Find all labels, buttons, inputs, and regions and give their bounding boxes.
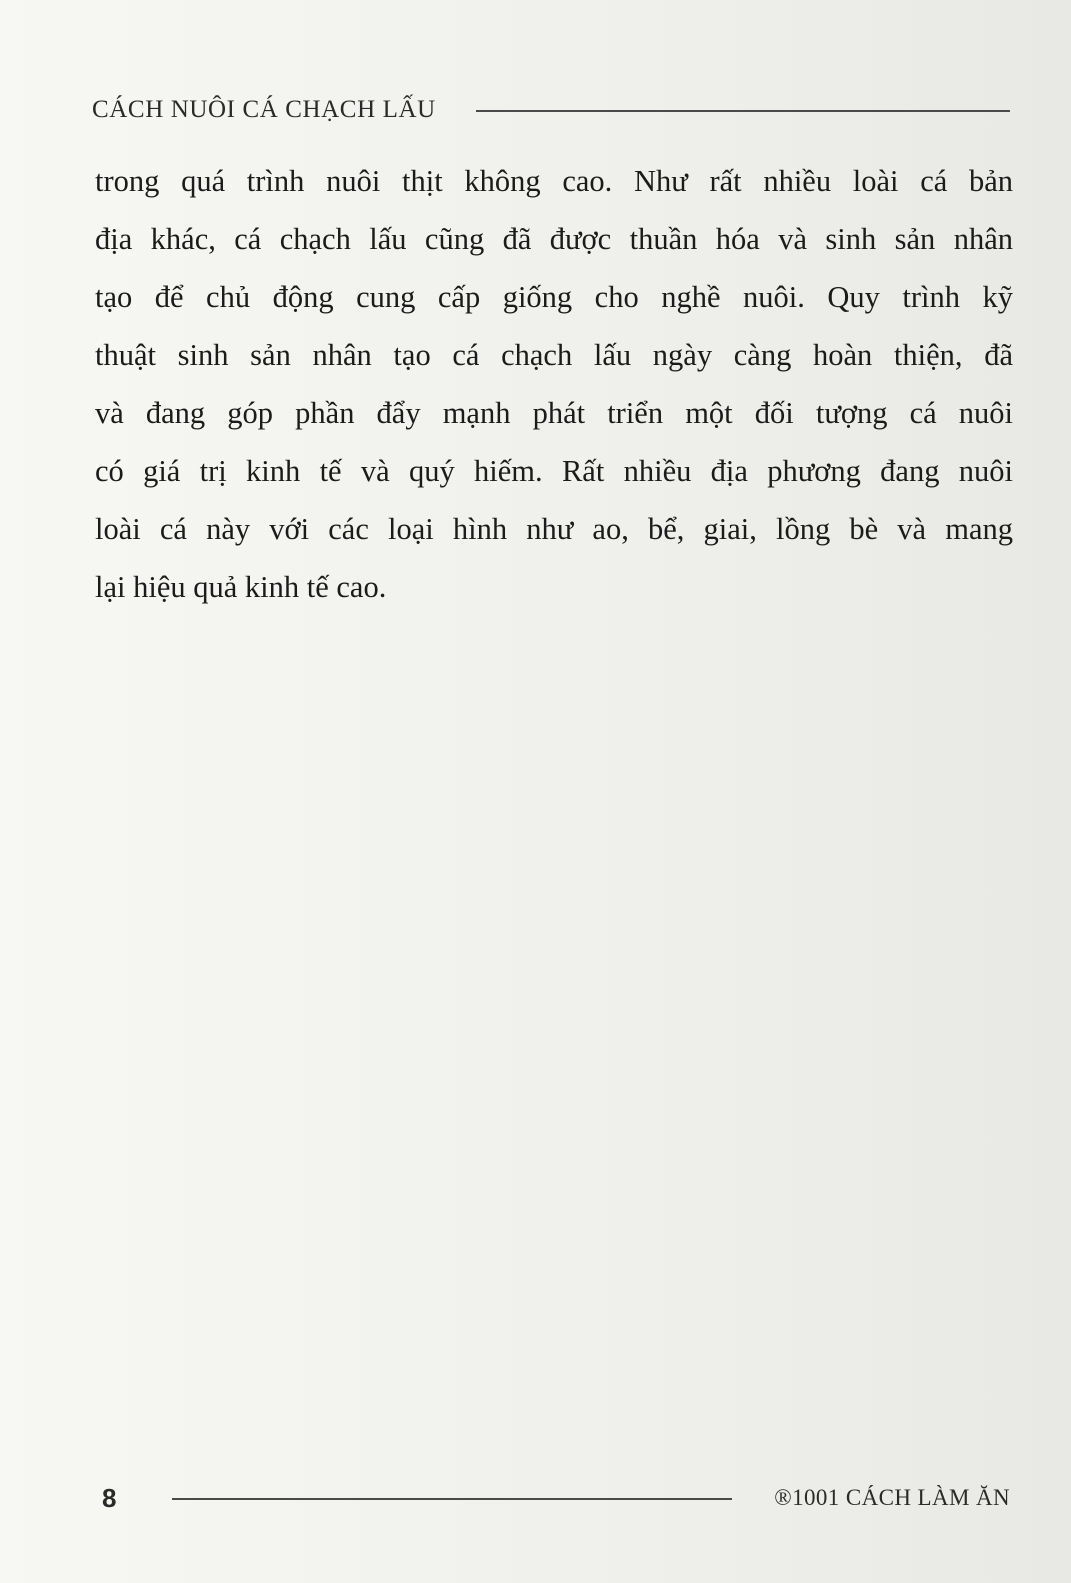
text-line: và đang góp phần đẩy mạnh phát triển một đối tượng cá nuôi [95, 396, 1013, 430]
page-number: 8 [102, 1482, 117, 1513]
text-line: địa khác, cá chạch lấu cũng đã được thuần hóa và sinh sản nhân [95, 222, 1013, 256]
page-footer [102, 1478, 1010, 1518]
text-line: loài cá này với các loại hình như ao, bể, giai, lồng bè và mang [95, 512, 1013, 546]
header-rule [476, 110, 1010, 112]
footer-rule [172, 1498, 732, 1500]
running-title: CÁCH NUÔI CÁ CHẠCH LẤU [92, 96, 436, 123]
text-line: có giá trị kinh tế và quý hiếm. Rất nhiều địa phương đang nuôi [95, 454, 1013, 488]
running-header [92, 90, 1010, 130]
body-paragraph [95, 152, 1013, 616]
series-name: ®1001 CÁCH LÀM ĂN [774, 1485, 1010, 1510]
text-line: trong quá trình nuôi thịt không cao. Như rất nhiều loài cá bản [95, 164, 1013, 198]
text-line: lại hiệu quả kinh tế cao. [95, 570, 387, 604]
text-line: thuật sinh sản nhân tạo cá chạch lấu ngày càng hoàn thiện, đã [95, 338, 1013, 372]
text-line: tạo để chủ động cung cấp giống cho nghề nuôi. Quy trình kỹ [95, 280, 1013, 314]
